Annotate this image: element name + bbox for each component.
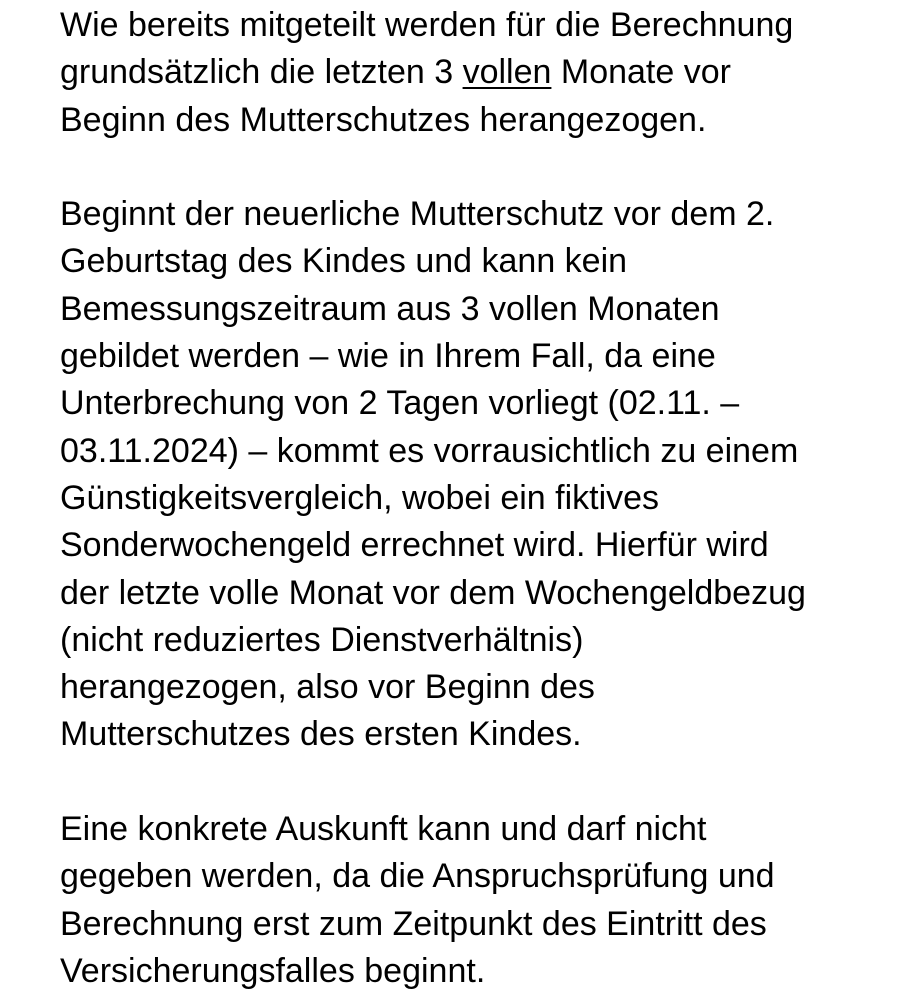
text-line: Beginnt der neuerliche Mutterschutz vor dem 2. <box>60 195 775 234</box>
message-body <box>60 0 910 995</box>
paragraph-comparison <box>60 191 910 759</box>
paragraph-calculation-basis <box>60 2 910 144</box>
text-line: Eine konkrete Auskunft kann und darf nicht <box>60 810 707 849</box>
paragraph-disclaimer <box>60 806 910 995</box>
text-line: gegeben werden, da die Anspruchsprüfung und <box>60 857 775 896</box>
text-line: 03.11.2024) – kommt es vorrausichtlich zu einem <box>60 431 799 470</box>
text-line: herangezogen, also vor Beginn des <box>60 668 595 707</box>
text-line: Geburtstag des Kindes und kann kein <box>60 242 628 281</box>
text-line: Mutterschutzes des ersten Kindes. <box>60 715 582 754</box>
underlined-word: vollen <box>462 53 552 92</box>
text-line <box>60 49 910 96</box>
text-line: Versicherungsfalles beginnt. <box>60 951 486 990</box>
text-segment: Monate vor <box>551 53 731 92</box>
text-line: (nicht reduziertes Dienstverhältnis) <box>60 620 584 659</box>
text-line: der letzte volle Monat vor dem Wochengeldbezug <box>60 573 806 612</box>
text-line: Günstigkeitsvergleich, wobei ein fiktives <box>60 478 660 517</box>
text-line: Beginn des Mutterschutzes herangezogen. <box>60 100 707 139</box>
text-line: Bemessungszeitraum aus 3 vollen Monaten <box>60 289 720 328</box>
text-line: Sonderwochengeld errechnet wird. Hierfür wird <box>60 526 769 565</box>
text-line: gebildet werden – wie in Ihrem Fall, da eine <box>60 337 716 376</box>
text-segment: grundsätzlich die letzten 3 <box>60 53 463 92</box>
text-line: Berechnung erst zum Zeitpunkt des Eintritt des <box>60 904 767 943</box>
text-line: Unterbrechung von 2 Tagen vorliegt (02.11. – <box>60 384 740 423</box>
text-line: Wie bereits mitgeteilt werden für die Berechnung <box>60 6 794 44</box>
